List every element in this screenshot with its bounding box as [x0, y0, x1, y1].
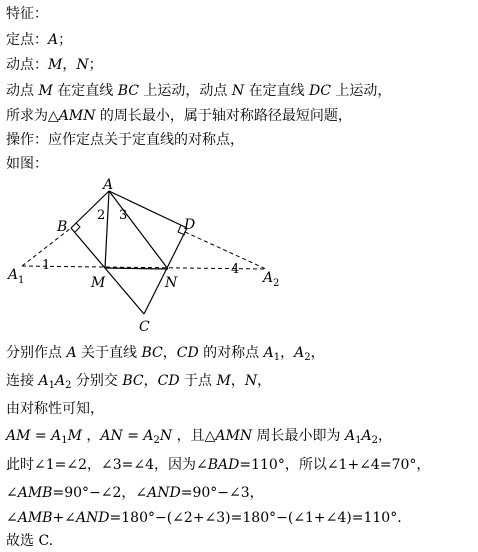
construction-line: 分别作点 A 关于直线 BC，CD 的对称点 $A_1$，$A_2$， [6, 345, 325, 363]
side-DC [144, 228, 187, 314]
label-A1-sub: 1 [18, 275, 25, 286]
final-computation-line: ∠AMB+∠AND=180°−(∠2+∠3)=180°−(∠1+∠4)=110°. [6, 510, 402, 526]
label-A2-sub: 2 [273, 278, 280, 289]
right-angle-B [75, 223, 80, 232]
label-A2: A [263, 270, 274, 286]
connect-line: 连接 $A_1A_2$ 分别交 BC，CD 于点 M，N， [6, 373, 272, 391]
heading-features: 特征： [6, 6, 48, 22]
label-A: A [103, 178, 114, 193]
label-M: M [91, 275, 106, 291]
angle-label-2: 2 [97, 208, 106, 223]
label-A1: A [8, 267, 19, 283]
angle-relation-line: 此时∠1=∠2，∠3=∠4，因为∠BAD=110°，所以∠1+∠4=70°， [6, 457, 431, 473]
symmetry-line: 由对称性可知， [6, 401, 104, 417]
side-BC [71, 228, 144, 314]
angle-expression-line: ∠AMB=90°−∠2，∠AND=90°−∠3， [6, 485, 264, 501]
segment-AN [109, 191, 168, 269]
moving-description-line: 动点 M 在定直线 BC 上运动，动点 N 在定直线 DC 上运动， [6, 83, 392, 99]
fixed-point-line: 定点：A； [6, 32, 73, 48]
answer-line: 故选 C. [6, 533, 54, 549]
angle-label-3: 3 [119, 208, 128, 223]
goal-line: 所求为△AMN 的周长最小，属于轴对称路径最短问题， [6, 108, 352, 124]
angle-label-4: 4 [231, 262, 240, 277]
label-B: B [57, 219, 68, 235]
geometry-figure [0, 178, 478, 338]
dashed-D-A2 [185, 232, 266, 269]
operation-line: 操作：应作定点关于定直线的对称点， [6, 132, 244, 148]
moving-points-line: 动点：M，N； [6, 57, 103, 73]
equalities-line: AM = $A_1M$ ，AN = $A_2N$ ，且△AMN 周长最小即为 $A_1A_2$， [6, 428, 392, 446]
label-C: C [139, 319, 150, 335]
angle-label-1: 1 [42, 258, 51, 273]
figure-intro-line: 如图： [6, 156, 48, 172]
label-N: N [165, 275, 178, 291]
segment-AM [105, 191, 109, 268]
label-D: D [184, 217, 196, 233]
